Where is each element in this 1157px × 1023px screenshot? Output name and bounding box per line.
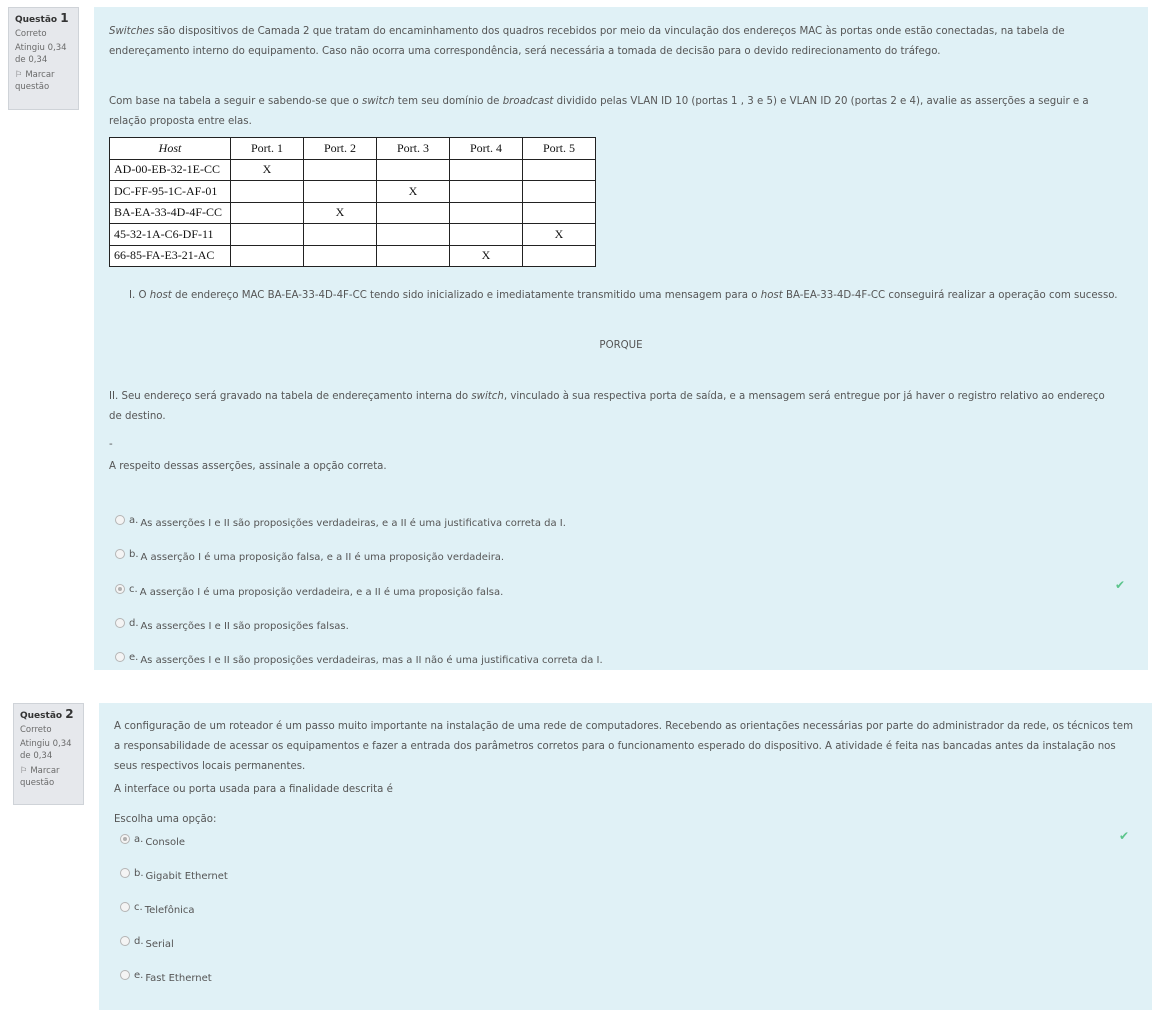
question-2-status: Correto bbox=[20, 725, 52, 735]
table-header: Port. 5 bbox=[523, 138, 596, 160]
radio-button[interactable] bbox=[120, 936, 130, 946]
table-row: DC-FF-95-1C-AF-01 X bbox=[110, 181, 596, 203]
flag-question-1-link[interactable]: ⚐ Marcar questão bbox=[15, 70, 55, 92]
radio-button[interactable] bbox=[120, 868, 130, 878]
question-1-content bbox=[94, 7, 1148, 670]
q2-option-d[interactable]: d. Serial bbox=[120, 934, 174, 950]
q1-paragraph-2: Com base na tabela a seguir e sabendo-se que o switch tem seu domínio de broadcast dividido pelas VLAN ID 10 (portas 1 , 3 e 5) e VLAN ID 20 (portas 2 e 4), avalie as asserções a seguir e a relação proposta entre elas. bbox=[109, 96, 1089, 127]
q1-option-b[interactable]: b. A asserção I é uma proposição falsa, e a II é uma proposição verdadeira. bbox=[115, 547, 504, 563]
table-header: Port. 3 bbox=[377, 138, 450, 160]
q1-dash: - bbox=[109, 439, 113, 450]
correct-check-icon: ✔ bbox=[1115, 578, 1126, 592]
radio-button[interactable] bbox=[115, 515, 125, 525]
radio-button[interactable] bbox=[115, 549, 125, 559]
table-header: Host bbox=[110, 138, 231, 160]
q2-paragraph-2: A interface ou porta usada para a finalidade descrita é bbox=[114, 784, 393, 795]
table-header: Port. 1 bbox=[231, 138, 304, 160]
correct-check-icon: ✔ bbox=[1119, 829, 1130, 843]
radio-button[interactable] bbox=[120, 970, 130, 980]
flag-question-2-link[interactable]: ⚐ Marcar questão bbox=[20, 766, 60, 788]
question-2-title: Questão 2 bbox=[20, 707, 74, 721]
mac-address-table bbox=[109, 137, 596, 267]
table-row: AD-00-EB-32-1E-CC X bbox=[110, 159, 596, 181]
radio-button-selected[interactable] bbox=[115, 584, 125, 594]
table-row: 45-32-1A-C6-DF-11 X bbox=[110, 224, 596, 246]
q2-option-b[interactable]: b. Gigabit Ethernet bbox=[120, 866, 228, 882]
question-2-grade: Atingiu 0,34 de 0,34 bbox=[20, 739, 72, 761]
q2-paragraph-1: A configuração de um roteador é um passo muito importante na instalação de uma rede de computadores. Recebendo as orientações necessárias por parte do administrador da rede, os técnicos tem a responsabilidade de acessar os equipamentos e fazer a entrada dos parâmetros corretos para o funcionamento esperado do dispositivo. A atividade é feita nas bancadas antes da instalação nos seus respectivos locais permanentes. bbox=[114, 721, 1133, 772]
table-row: BA-EA-33-4D-4F-CC X bbox=[110, 202, 596, 224]
table-header: Port. 4 bbox=[450, 138, 523, 160]
radio-button[interactable] bbox=[120, 902, 130, 912]
radio-button[interactable] bbox=[115, 618, 125, 628]
question-1-status: Correto bbox=[15, 29, 47, 39]
q1-option-c[interactable]: c. A asserção I é uma proposição verdadeira, e a II é uma proposição falsa. bbox=[115, 582, 503, 598]
q1-option-e[interactable]: e. As asserções I e II são proposições verdadeiras, mas a II não é uma justificativa correta da I. bbox=[115, 650, 603, 666]
question-2-content bbox=[99, 703, 1152, 1010]
q1-assertion-2: II. Seu endereço será gravado na tabela de endereçamento interna do switch, vinculado à sua respectiva porta de saída, e a mensagem será entregue por já haver o registro relativo ao endereço de destino. bbox=[109, 391, 1105, 422]
q1-prompt: A respeito dessas asserções, assinale a opção correta. bbox=[109, 461, 387, 472]
question-1-title: Questão 1 bbox=[15, 11, 69, 25]
q2-option-c[interactable]: c. Telefônica bbox=[120, 900, 195, 916]
q1-paragraph-1: Switches são dispositivos de Camada 2 que tratam do encaminhamento dos quadros recebidos por meio da vinculação dos endereços MAC às portas onde estão conectadas, na tabela de endereçamento interno do equipamento. Caso não ocorra uma correspondência, será necessária a tomada de decisão para o devido redirecionamento do tráfego. bbox=[109, 26, 1065, 57]
flag-icon: ⚐ bbox=[15, 70, 23, 80]
question-1-grade: Atingiu 0,34 de 0,34 bbox=[15, 43, 67, 65]
q1-porque: PORQUE bbox=[599, 340, 643, 351]
table-row: 66-85-FA-E3-21-AC X bbox=[110, 245, 596, 267]
q1-assertion-1: I. O host de endereço MAC BA-EA-33-4D-4F-CC tendo sido inicializado e imediatamente transmitido uma mensagem para o host BA-EA-33-4D-4F-CC conseguirá realizar a operação com sucesso. bbox=[129, 290, 1118, 301]
table-header: Port. 2 bbox=[304, 138, 377, 160]
flag-icon: ⚐ bbox=[20, 766, 28, 776]
question-1-info bbox=[8, 7, 79, 110]
q2-option-a[interactable]: a. Console bbox=[120, 832, 185, 848]
radio-button-selected[interactable] bbox=[120, 834, 130, 844]
q1-option-a[interactable]: a. As asserções I e II são proposições verdadeiras, e a II é uma justificativa correta da I. bbox=[115, 513, 566, 529]
question-2-info bbox=[13, 703, 84, 805]
q2-option-e[interactable]: e. Fast Ethernet bbox=[120, 968, 212, 984]
radio-button[interactable] bbox=[115, 652, 125, 662]
q1-option-d[interactable]: d. As asserções I e II são proposições falsas. bbox=[115, 616, 349, 632]
q2-choose-label: Escolha uma opção: bbox=[114, 814, 217, 825]
